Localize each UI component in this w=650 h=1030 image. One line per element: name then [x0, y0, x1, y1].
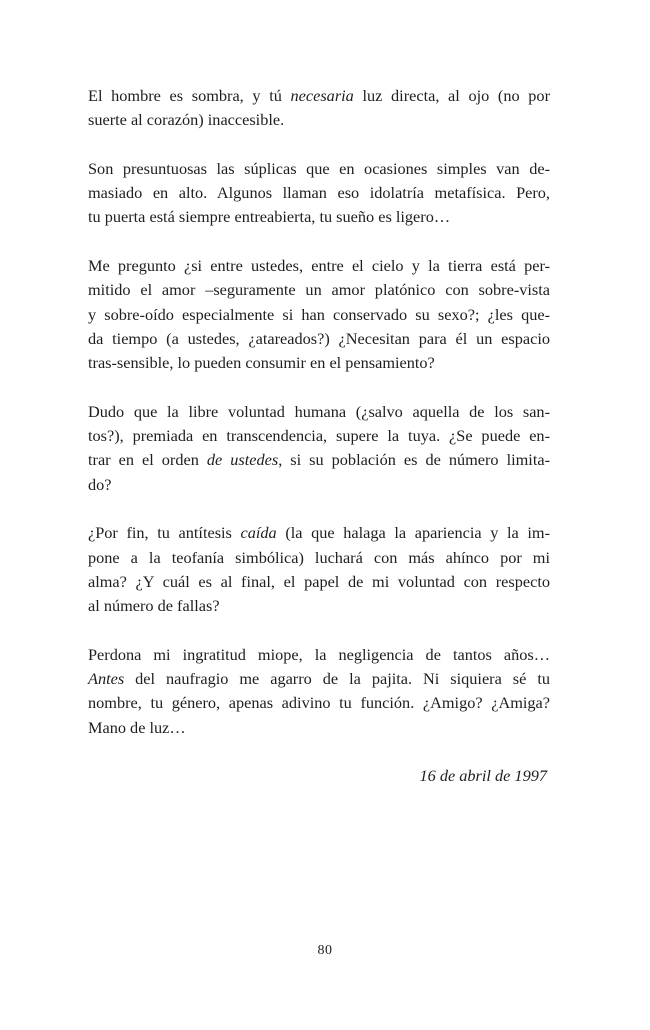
paragraph	[88, 521, 550, 618]
text-line	[88, 157, 550, 181]
italic-text: caída	[240, 523, 277, 543]
text-line	[88, 205, 550, 229]
text-span: Me pregunto ¿si entre ustedes, entre el cielo y la tierra está per-	[88, 256, 550, 276]
text-span: masiado en alto. Algunos llaman eso idolatría metafísica. Pero,	[88, 183, 550, 203]
text-span: nombre, tu género, apenas adivino tu función. ¿Amigo? ¿Amiga?	[88, 693, 550, 713]
text-line	[88, 181, 550, 205]
text-line	[88, 570, 550, 594]
text-span: , si su población es de número limita-	[278, 450, 551, 470]
text-span: tu puerta está siempre entreabierta, tu sueño es ligero…	[88, 207, 451, 227]
text-span: luz directa, al ojo (no por	[353, 86, 550, 105]
text-span: Perdona mi ingratitud miope, la negligencia de tantos años…	[88, 644, 550, 664]
text-line	[88, 278, 550, 302]
italic-text: de ustedes	[206, 450, 279, 470]
text-line	[88, 303, 550, 327]
text-span: do?	[88, 474, 112, 494]
paragraph	[88, 254, 550, 375]
text-span: Dudo que la libre voluntad humana (¿salvo aquella de los san-	[88, 401, 550, 421]
text-line	[88, 546, 550, 570]
italic-text: necesaria	[290, 86, 354, 105]
text-span: del naufragio me agarro de la pajita. Ni siquiera sé tu	[124, 669, 550, 689]
text-line	[88, 643, 550, 667]
text-line	[88, 716, 550, 740]
text-line	[88, 424, 550, 448]
date-signature: 16 de abril de 1997	[419, 766, 547, 786]
page-number: 80	[317, 943, 333, 958]
text-line	[88, 254, 550, 278]
text-span: El hombre es sombra, y tú	[88, 86, 291, 105]
text-line	[88, 594, 550, 618]
text-line	[88, 473, 550, 497]
text-span: alma? ¿Y cuál es al final, el papel de mi voluntad con respecto	[88, 571, 550, 591]
text-line	[88, 108, 550, 132]
paragraph	[88, 643, 550, 740]
paragraph	[88, 400, 550, 497]
text-span: da tiempo (a ustedes, ¿atareados?) ¿Necesitan para él un espacio	[88, 328, 550, 348]
paragraph	[88, 157, 550, 230]
text-line	[88, 448, 550, 472]
text-span: Son presuntuosas las súplicas que en ocasiones simples van de-	[88, 158, 550, 178]
italic-text: Antes	[88, 669, 125, 689]
text-span: tos?), premiada en transcendencia, supere la tuya. ¿Se puede en-	[88, 426, 550, 446]
text-span: (la que halaga la apariencia y la im-	[276, 523, 550, 543]
text-line	[88, 400, 550, 424]
text-span: Mano de luz…	[88, 717, 186, 737]
text-span: ¿Por fin, tu antítesis	[88, 523, 241, 543]
text-line	[88, 84, 550, 108]
text-span: y sobre-oído especialmente si han conservado su sexo?; ¿les que-	[88, 304, 550, 324]
text-line	[88, 691, 550, 715]
text-span: pone a la teofanía simbólica) luchará con más ahínco por mi	[88, 547, 550, 567]
poem-text-block	[88, 84, 550, 789]
text-line	[88, 351, 550, 375]
paragraph	[88, 84, 550, 133]
text-span: tras-sensible, lo pueden consumir en el pensamiento?	[88, 353, 435, 373]
text-line	[88, 521, 550, 545]
text-span: suerte al corazón) inaccesible.	[88, 110, 285, 130]
text-span: al número de fallas?	[88, 596, 220, 616]
text-span: trar en el orden	[88, 450, 207, 470]
text-line	[88, 667, 550, 691]
text-span: mitido el amor –seguramente un amor platónico con sobre-vista	[88, 280, 550, 300]
text-line	[88, 327, 550, 351]
